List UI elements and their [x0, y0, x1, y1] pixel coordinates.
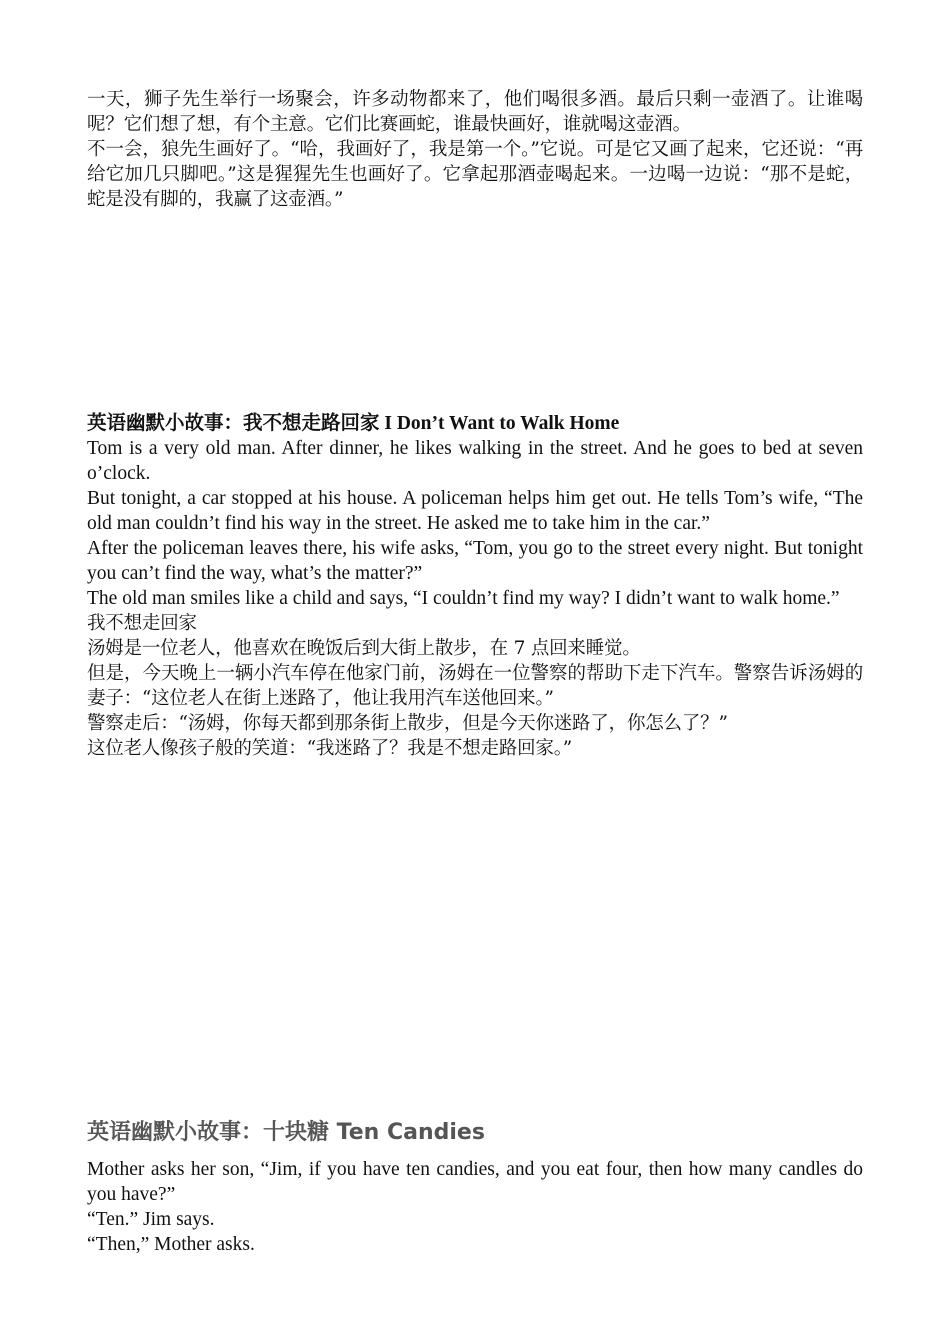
story2-heading: 英语幽默小故事：我不想走路回家 I Don’t Want to Walk Home	[87, 413, 620, 434]
story2-cn-paragraph-4: 这位老人像孩子般的笑道：“我迷路了？我是不想走路回家。”	[87, 738, 573, 759]
story1-paragraph-2: 不一会，狼先生画好了。“哈，我画好了，我是第一个。”它说。可是它又画了起来，它还说：“再给它加几只脚吧。”这是猩猩先生也画好了。它拿起那酒壶喝起来。一边喝一边说：“那不是蛇，蛇是没有脚的，我赢了这壶酒。”	[87, 139, 863, 210]
story2-cn-title: 我不想走回家	[87, 613, 197, 634]
story-walk-home	[87, 411, 863, 761]
story2-en-paragraph-2: But tonight, a car stopped at his house. A policeman helps him get out. He tells Tom’s wife, “The old man couldn’t find his way in the street. He asked me to take him in the car.”	[87, 488, 863, 534]
story2-cn-paragraph-3: 警察走后：“汤姆，你每天都到那条街上散步，但是今天你迷路了，你怎么了？”	[87, 713, 728, 734]
story3-paragraph-2: “Ten.” Jim says.	[87, 1209, 215, 1230]
story2-cn-paragraph-2: 但是，今天晚上一辆小汽车停在他家门前，汤姆在一位警察的帮助下走下汽车。警察告诉汤姆的妻子：“这位老人在街上迷路了，他让我用汽车送他回来。”	[87, 663, 863, 709]
story-snake-drawing	[87, 87, 863, 212]
story-ten-candies	[87, 1119, 863, 1257]
story2-en-paragraph-4: The old man smiles like a child and says, “I couldn’t find my way? I didn’t want to walk home.”	[87, 588, 840, 609]
story2-en-paragraph-3: After the policeman leaves there, his wife asks, “Tom, you go to the street every night. But tonight you can’t find the way, what’s the matter?”	[87, 538, 863, 584]
story3-paragraph-3: “Then,” Mother asks.	[87, 1234, 255, 1255]
story2-en-paragraph-1: Tom is a very old man. After dinner, he likes walking in the street. And he goes to bed at seven o’clock.	[87, 438, 863, 484]
story2-cn-paragraph-1: 汤姆是一位老人，他喜欢在晚饭后到大街上散步，在 7 点回来睡觉。	[87, 638, 641, 659]
story3-heading: 英语幽默小故事：十块糖 Ten Candies	[87, 1120, 485, 1145]
story3-paragraph-1: Mother asks her son, “Jim, if you have ten candies, and you eat four, then how many candles do you have?”	[87, 1159, 863, 1205]
story1-paragraph-1: 一天，狮子先生举行一场聚会，许多动物都来了，他们喝很多酒。最后只剩一壶酒了。让谁喝呢？它们想了想，有个主意。它们比赛画蛇，谁最快画好，谁就喝这壶酒。	[87, 89, 863, 135]
